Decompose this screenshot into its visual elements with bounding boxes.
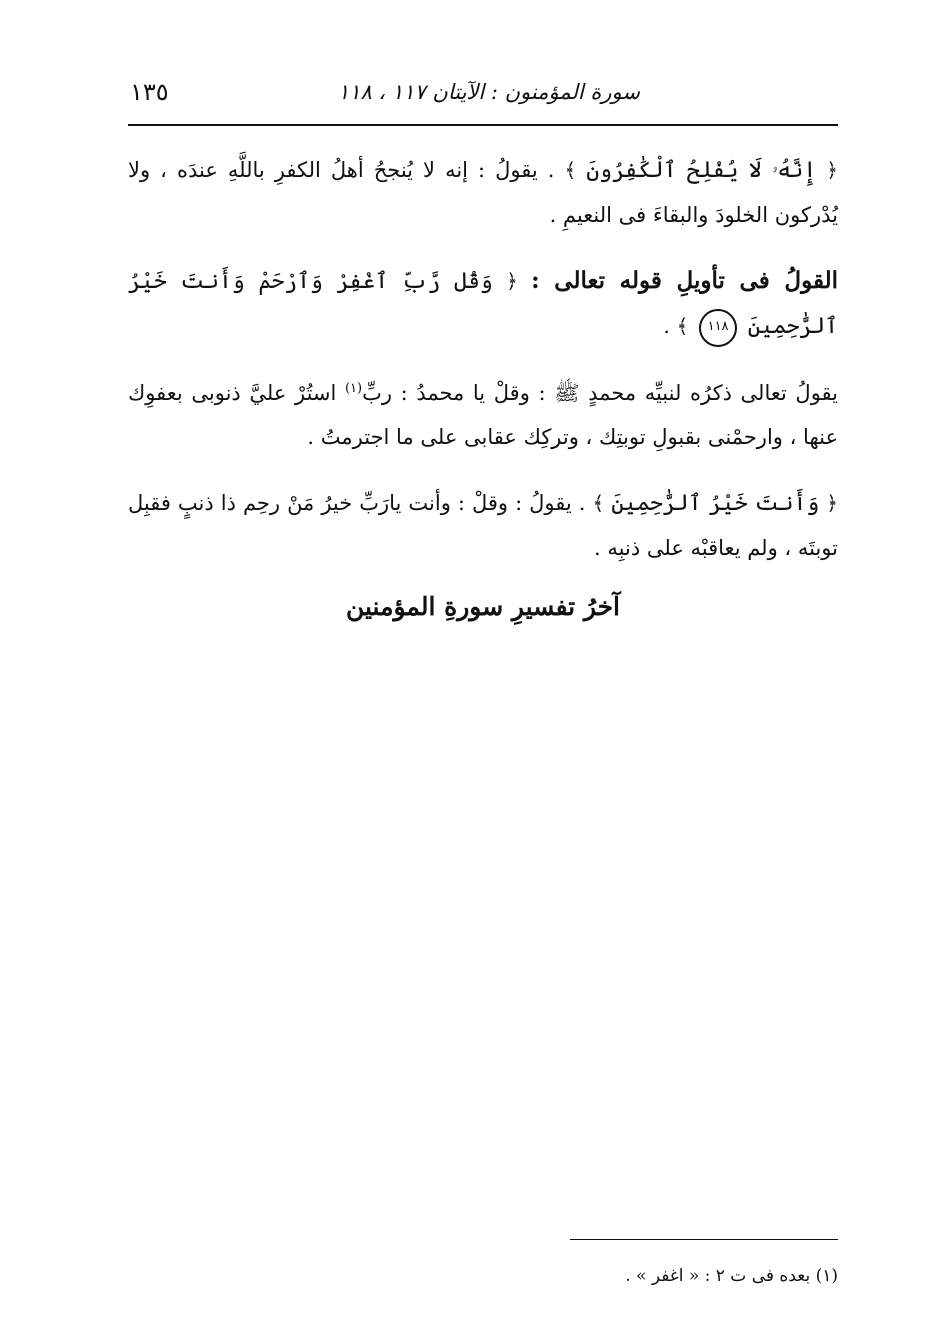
section-heading: القولُ فى تأويلِ قوله تعالى :	[531, 267, 838, 294]
commentary-text: . يقولُ : وقلْ : وأنت يارَبِّ خيرُ مَنْ رحِم ذا ذنبٍ فقبِل توبتَه ، ولم يعاقبْه على ذنبِه .	[128, 491, 838, 560]
paragraph-verse-118-second-part	[128, 481, 838, 570]
quran-verse-text: وَقُل رَّبِّ ٱغْفِرْ وَٱرْحَمْ وَأَنتَ خَيْرُ ٱلرَّٰحِمِينَ	[128, 269, 838, 339]
paragraph-verse-118-heading	[128, 259, 838, 349]
quran-bracket-open: ﴿	[506, 269, 518, 293]
commentary-text: استُرْ عليَّ ذنوبى بعفوِك عنها ، وارحمْنى بقبولِ توبتِك ، وتركِك عقابى على ما اجترمتُ .	[128, 381, 838, 449]
quran-verse-text: وَأَنتَ خَيْرُ ٱلرَّٰحِمِينَ	[611, 491, 820, 516]
paragraph-commentary-118	[128, 371, 838, 459]
quran-bracket-close: ﴾	[676, 314, 689, 338]
footnote-text: (١) بعده فى ت ٢ : « اغفر » .	[625, 1266, 838, 1286]
footnote-reference: (١)	[344, 381, 363, 396]
page-header	[128, 74, 838, 114]
footnote-rule	[570, 1239, 838, 1240]
header-rule	[128, 124, 838, 126]
verse-number-marker: ١١٨	[699, 309, 737, 347]
quran-bracket-open: ﴿	[826, 158, 838, 182]
sentence-end: .	[663, 314, 670, 338]
page-number: ١٣٥	[130, 78, 169, 106]
running-header-title: سورة المؤمنون : الآيتان ١١٧ ، ١١٨	[337, 80, 640, 104]
quran-bracket-close: ﴾	[592, 491, 605, 515]
page-body	[128, 148, 838, 621]
closing-title: آخرُ تفسيرِ سورةِ المؤمنين	[345, 592, 621, 621]
commentary-text: يقولُ تعالى ذكرُه لنبيِّه محمدٍ ﷺ : وقلْ يا محمدُ : ربِّ	[362, 381, 839, 405]
paragraph-verse-117	[128, 148, 838, 237]
quran-verse-text: إِنَّهُۥ لَا يُفْلِحُ ٱلْكَٰفِرُونَ	[586, 158, 817, 183]
quran-bracket-close: ﴾	[564, 158, 577, 182]
quran-bracket-open: ﴿	[826, 491, 838, 515]
commentary-text: . يقولُ : إنه لا يُنجحُ أهلُ الكفرِ باللَّهِ عندَه ، ولا يُدْركون الخلودَ والبقاءَ فى النعيمِ .	[128, 158, 838, 227]
